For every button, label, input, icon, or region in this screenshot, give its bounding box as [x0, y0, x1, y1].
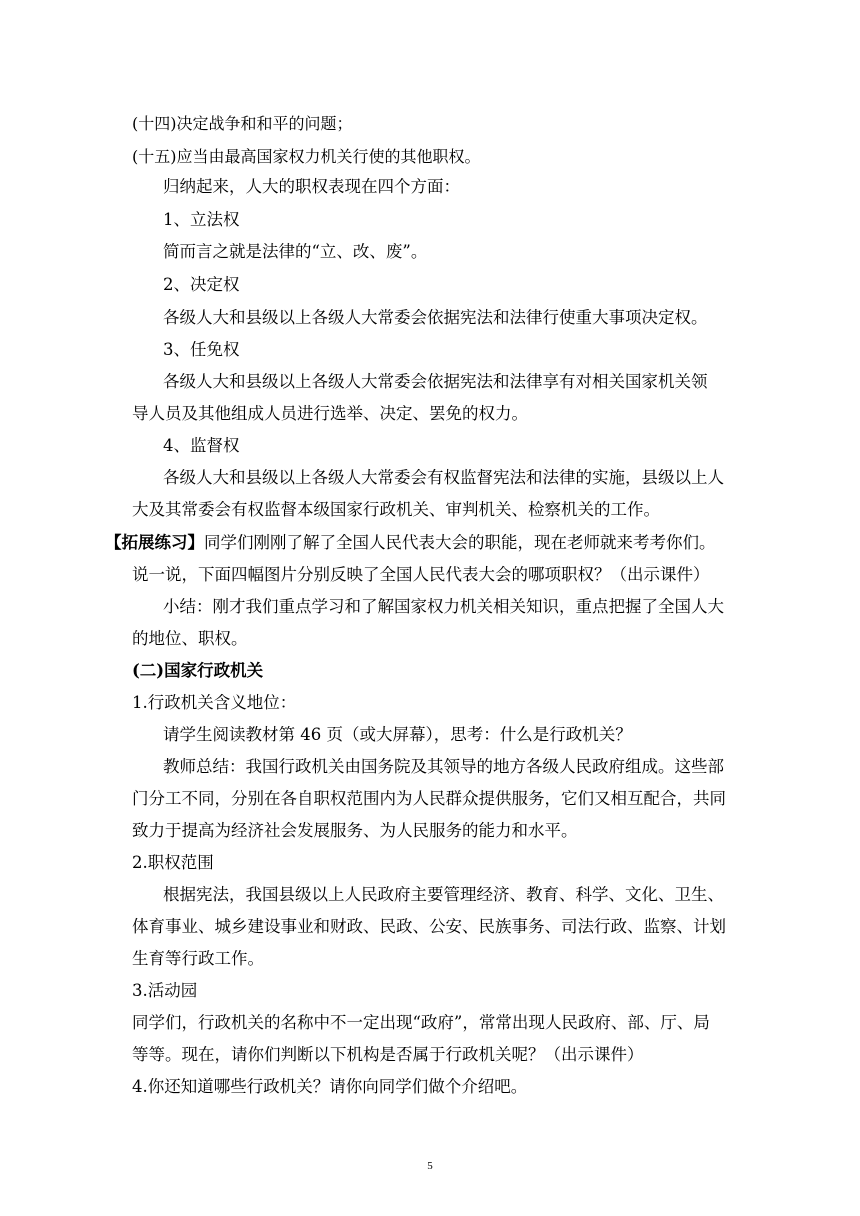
- page-number: 5: [427, 1160, 433, 1172]
- section-heading: 1、立法权: [163, 210, 240, 229]
- paragraph-line: 各级人大和县级以上各级人大常委会依据宪法和法律享有对相关国家机关领: [163, 372, 708, 391]
- exercise-text: 同学们刚刚了解了全国人民代表大会的职能，现在老师就来考考你们。: [204, 533, 716, 552]
- section-heading: 2、决定权: [163, 275, 240, 294]
- paragraph-line: 门分工不同，分别在各自职权范围内为人民群众提供服务，它们又相互配合，共同: [132, 789, 726, 808]
- paragraph-line: 根据宪法，我国县级以上人民政府主要管理经济、教育、科学、文化、卫生、: [163, 885, 724, 904]
- paragraph-line: 致力于提高为经济社会发展服务、为人民服务的能力和水平。: [132, 821, 578, 840]
- paragraph-line: 大及其常委会有权监督本级国家行政机关、审判机关、检察机关的工作。: [132, 500, 660, 519]
- paragraph-line: 小结：刚才我们重点学习和了解国家权力机关相关知识，重点把握了全国人大: [163, 597, 724, 616]
- paragraph-line: 等等。现在，请你们判断以下机构是否属于行政机关呢？（出示课件）: [132, 1045, 644, 1064]
- subsection-heading: 3.活动园: [132, 981, 198, 1000]
- paragraph-line: 生育等行政工作。: [132, 949, 264, 968]
- paragraph-line: 同学们，行政机关的名称中不一定出现“政府”，常常出现人民政府、部、厅、局: [132, 1013, 710, 1032]
- paragraph-line: 各级人大和县级以上各级人大常委会有权监督宪法和法律的实施，县级以上人: [163, 468, 724, 487]
- paragraph-line: 教师总结：我国行政机关由国务院及其领导的地方各级人民政府组成。这些部: [163, 757, 724, 776]
- paragraph-line: (十五)应当由最高国家权力机关行使的其他职权。: [132, 147, 481, 166]
- paragraph-line: 简而言之就是法律的“立、改、废”。: [163, 242, 428, 261]
- section-heading: 4、监督权: [163, 436, 240, 455]
- section-title: (二)国家行政机关: [132, 661, 264, 680]
- paragraph-line: 的地位、职权。: [132, 629, 248, 648]
- subsection-heading: 1.行政机关含义地位：: [132, 693, 297, 712]
- exercise-label: 【拓展练习】: [105, 533, 204, 552]
- section-heading: 3、任免权: [163, 340, 240, 359]
- paragraph-line: 导人员及其他组成人员进行选举、决定、罢免的权力。: [132, 404, 528, 423]
- paragraph-line: 请学生阅读教材第 46 页（或大屏幕），思考：什么是行政机关？: [163, 725, 632, 744]
- paragraph-line: 体育事业、城乡建设事业和财政、民政、公安、民族事务、司法行政、监察、计划: [132, 917, 726, 936]
- paragraph-line: (十四)决定战争和和平的问题；: [132, 114, 353, 133]
- subsection-heading: 2.职权范围: [132, 853, 214, 872]
- paragraph-line: 各级人大和县级以上各级人大常委会依据宪法和法律行使重大事项决定权。: [163, 308, 708, 327]
- paragraph-line: [105, 532, 860, 554]
- subsection-heading: 4.你还知道哪些行政机关？请你向同学们做个介绍吧。: [132, 1077, 528, 1096]
- paragraph-line: 说一说，下面四幅图片分别反映了全国人民代表大会的哪项职权？（出示课件）: [132, 565, 710, 584]
- paragraph-line: 归纳起来，人大的职权表现在四个方面：: [163, 177, 460, 196]
